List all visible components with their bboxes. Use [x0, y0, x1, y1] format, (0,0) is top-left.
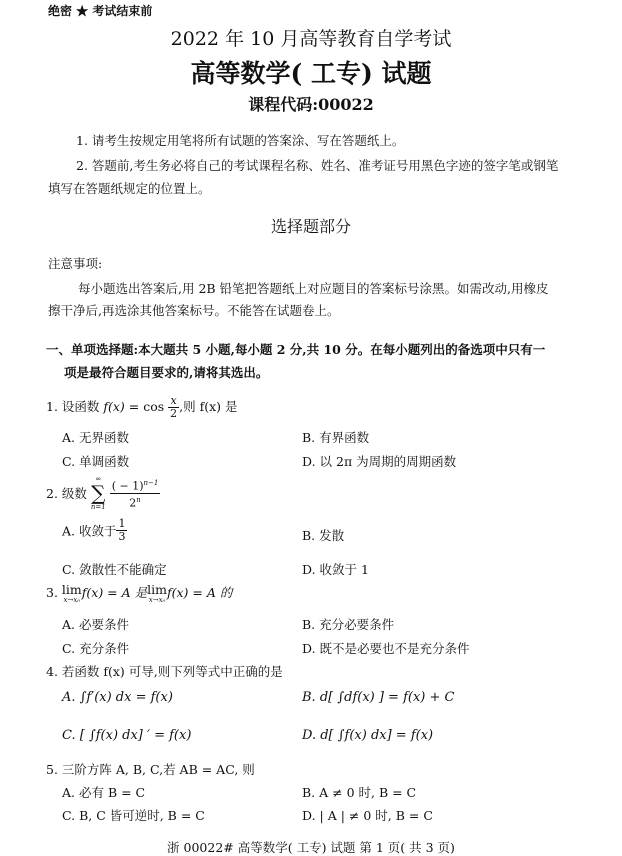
question-3-option-d: D. 既不是必要也不是充分条件 — [302, 641, 470, 656]
question-5-option-a: A. 必有 B = C — [62, 785, 146, 800]
question-3-option-b: B. 充分必要条件 — [302, 617, 395, 632]
question-2-option-c: C. 敛散性不能确定 — [62, 562, 167, 577]
confidential-mark: 绝密 ★ 考试结束前 — [48, 4, 153, 18]
notice-line-2: 擦干净后,再选涂其他答案标号。不能答在试题卷上。 — [48, 303, 340, 318]
question-4-option-b: B. d[ ∫df(x) ] = f(x) + C — [302, 690, 455, 705]
question-1-option-b: B. 有界函数 — [302, 430, 370, 445]
series-term-fraction: $\frac{( - 1)^{n-1}}{2^n}$ — [111, 478, 159, 510]
question-1-stem: 1. 设函数 f(x) = cos $\frac{x}{2}$ ,则 f(x) 是 — [46, 394, 238, 420]
question-2-option-a: A. 收敛于 $\frac{1}{3}$ — [62, 517, 126, 543]
question-2-option-d: D. 收敛于 1 — [302, 562, 369, 577]
part-heading-line-2: 项是最符合题目要求的,请将其选出。 — [64, 365, 269, 380]
question-3-option-c: C. 充分条件 — [62, 641, 130, 656]
page-footer: 浙 00022# 高等数学( 工专) 试题 第 1 页( 共 3 页) — [167, 840, 455, 855]
question-3-stem: 3. lim x→x₀ f(x) = A 是 lim x→x₀ f(x) = A 的 — [46, 582, 233, 604]
question-4-option-a: A. ∫f′(x) dx = f(x) — [62, 690, 173, 705]
instruction-line-1: 1. 请考生按规定用笔将所有试题的答案涂、写在答题纸上。 — [76, 133, 405, 148]
fraction: $\frac{x}{2}$ — [170, 394, 178, 420]
question-5-stem: 5. 三阶方阵 A, B, C,若 AB = AC, 则 — [46, 762, 255, 777]
part-heading-line-1: 一、单项选择题:本大题共 5 小题,每小题 2 分,共 10 分。在每小题列出的备选项中只有一 — [46, 342, 546, 357]
question-5-option-c: C. B, C 皆可逆时, B = C — [62, 808, 205, 823]
subject-title: 高等数学( 工专) 试题 — [190, 59, 432, 88]
question-5-option-b: B. A ≠ 0 时, B = C — [302, 785, 417, 800]
question-1-option-a: A. 无界函数 — [62, 430, 129, 445]
summation-sign: ∞ ∑ n=1 — [90, 475, 106, 511]
question-4-option-d: D. d[ ∫f(x) dx] = f(x) — [302, 728, 434, 743]
question-1-option-c: C. 单调函数 — [62, 454, 130, 469]
question-5-option-d: D. | A | ≠ 0 时, B = C — [302, 808, 433, 823]
notice-heading: 注意事项: — [48, 256, 103, 271]
question-2-option-b: B. 发散 — [302, 528, 345, 543]
question-2-stem: 2. 级数 ∞ ∑ n=1 $\frac{( - 1)^{n-1}}{2^n}$ — [46, 475, 159, 511]
instruction-line-2: 2. 答题前,考生务必将自己的考试课程名称、姓名、准考证号用黑色字迹的签字笔或钢笔 — [76, 158, 559, 173]
course-code: 课程代码:00022 — [248, 95, 374, 114]
question-3-option-a: A. 必要条件 — [62, 617, 129, 632]
section-title: 选择题部分 — [270, 217, 351, 236]
question-1-option-d: D. 以 2π 为周期的周期函数 — [302, 454, 457, 469]
fraction: $\frac{1}{3}$ — [118, 517, 126, 543]
exam-title: 2022 年 10 月高等教育自学考试 — [170, 28, 452, 50]
instruction-line-3: 填写在答题纸规定的位置上。 — [48, 181, 211, 196]
question-4-stem: 4. 若函数 f(x) 可导,则下列等式中正确的是 — [46, 664, 283, 679]
question-4-option-c: C. [ ∫f(x) dx] ′ = f(x) — [62, 728, 192, 743]
notice-line-1: 每小题选出答案后,用 2B 铅笔把答题纸上对应题目的答案标号涂黑。如需改动,用橡皮 — [78, 281, 549, 296]
